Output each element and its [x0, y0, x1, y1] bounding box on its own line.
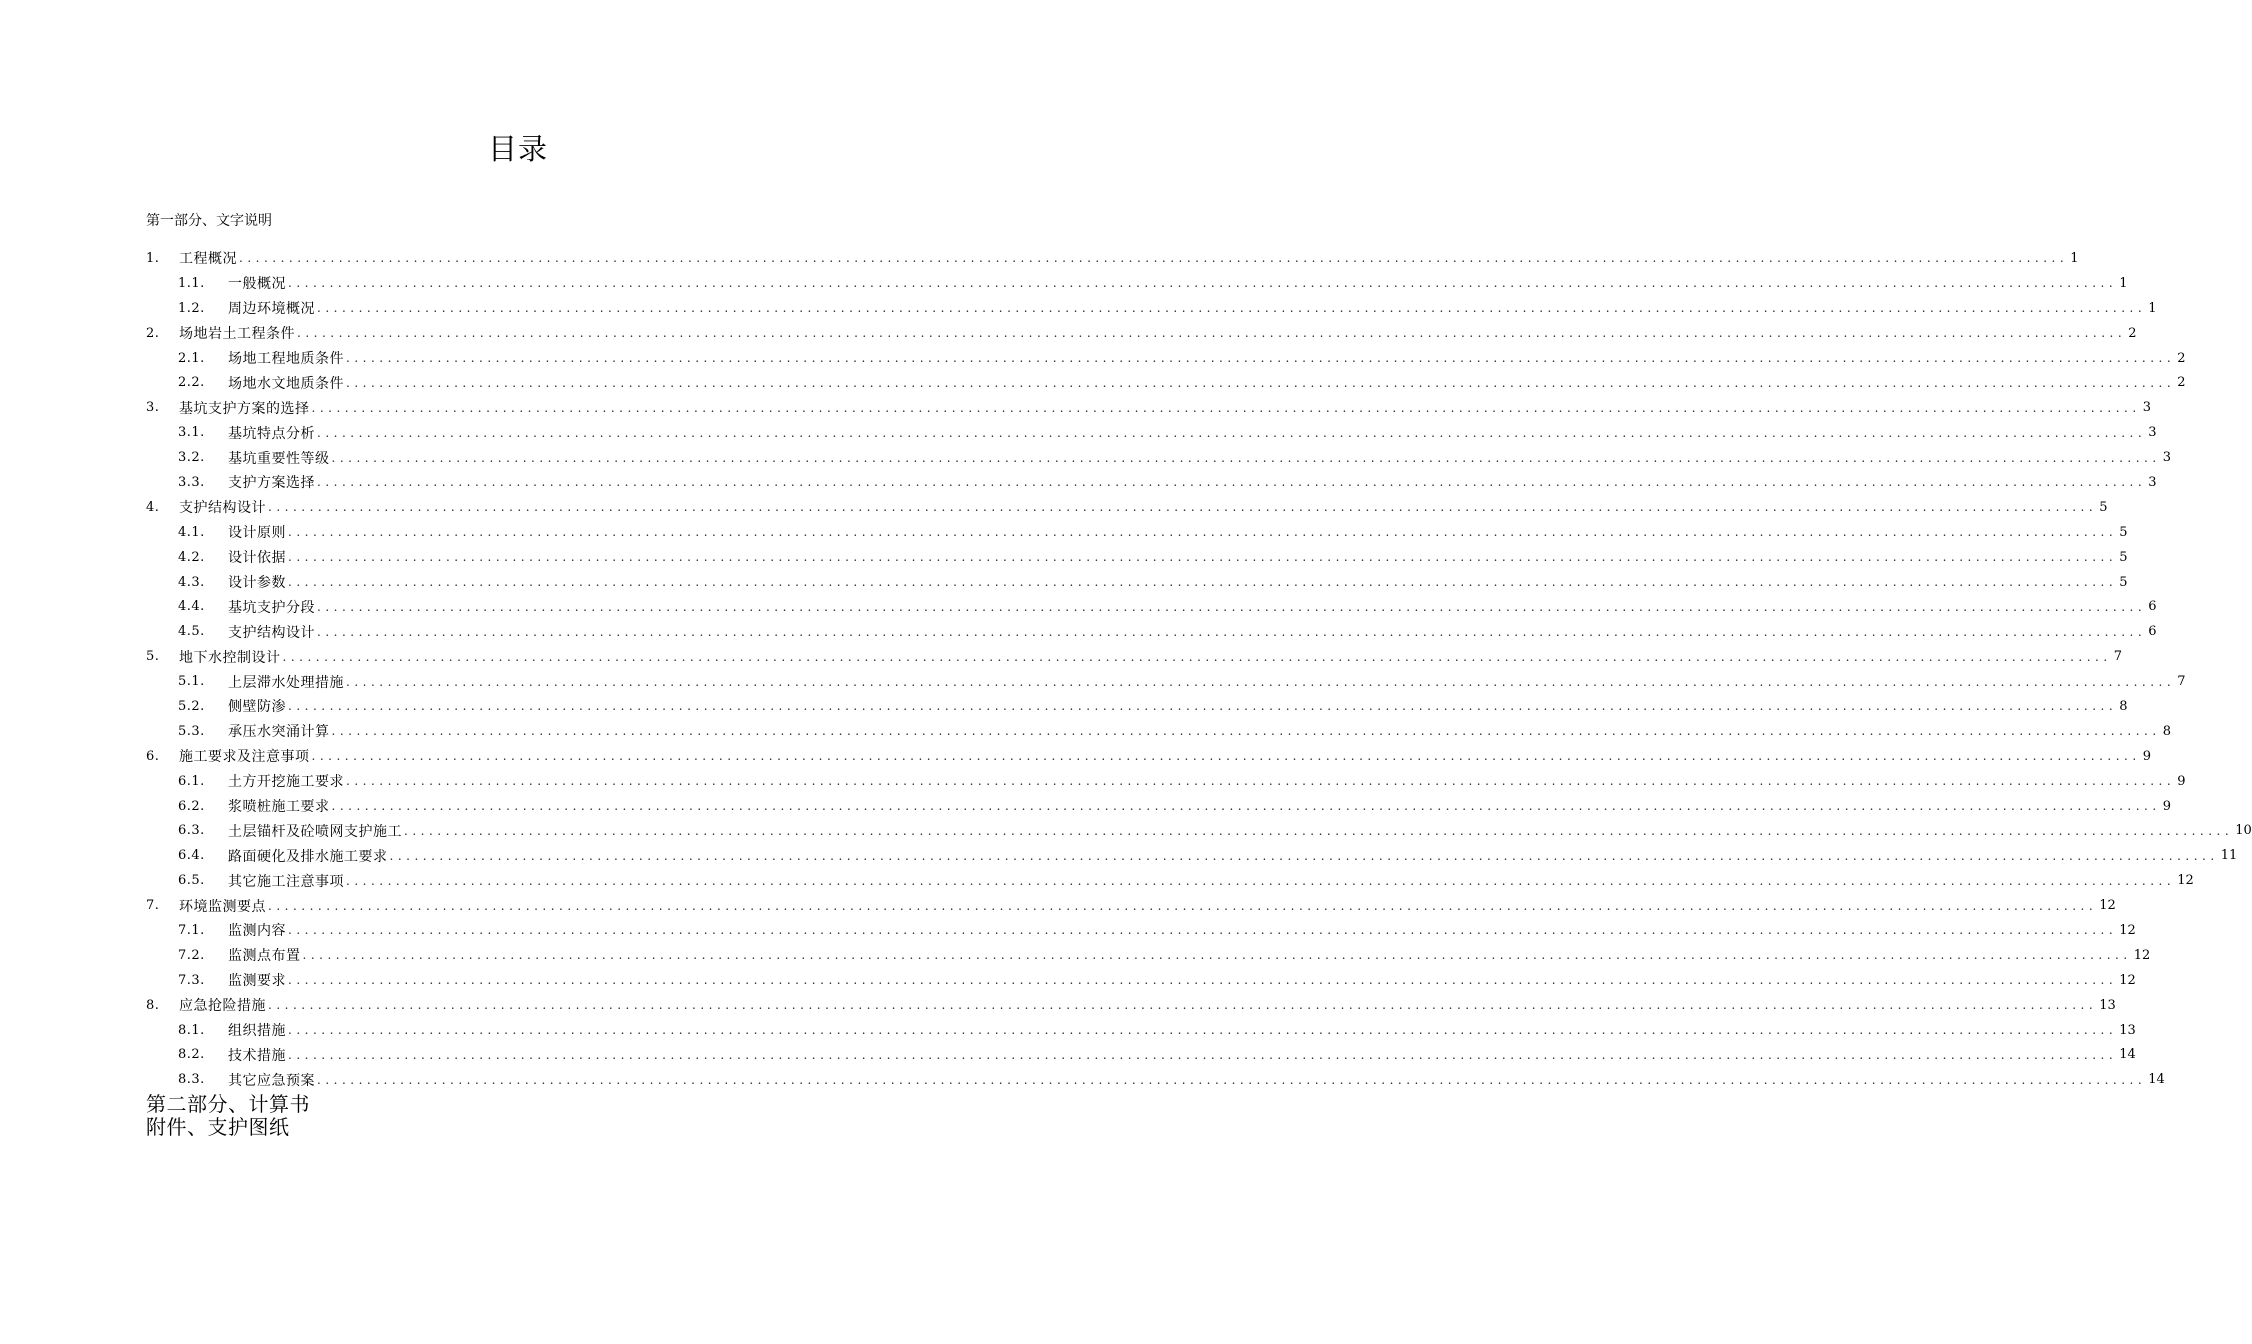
toc-dot-leader: ............................................................................................................................................................................................................................	[288, 550, 2118, 565]
toc-entry-number: 6.	[146, 748, 160, 764]
toc-dot-leader: ............................................................................................................................................................................................................................	[297, 326, 2127, 341]
toc-entry-number: 3.3.	[178, 474, 205, 490]
toc-dot-leader: ............................................................................................................................................................................................................................	[288, 973, 2118, 988]
toc-subentry[interactable]	[146, 719, 2171, 744]
toc-entry-number: 3.1.	[178, 425, 205, 441]
toc-entry-title: 基坑支护方案的选择	[179, 400, 310, 417]
toc-entry-title: 支护结构设计	[228, 624, 315, 641]
toc-entry-title: 组织措施	[228, 1023, 286, 1040]
toc-entry-page: 9	[2177, 773, 2186, 789]
toc-entry-title: 地下水控制设计	[179, 649, 281, 666]
toc-entry-number: 7.2.	[178, 947, 205, 963]
toc-subentry[interactable]	[146, 470, 2157, 495]
toc-dot-leader: ............................................................................................................................................................................................................................	[268, 500, 2098, 515]
toc-dot-leader: ............................................................................................................................................................................................................................	[268, 998, 2098, 1013]
toc-entry-title: 土层锚杆及砼喷网支护施工	[228, 823, 402, 840]
toc-subentry[interactable]	[146, 370, 2186, 395]
toc-entry-title: 场地水文地质条件	[228, 375, 344, 392]
toc-dot-leader: ............................................................................................................................................................................................................................	[317, 301, 2147, 316]
toc-entry-page: 12	[2133, 947, 2151, 963]
toc-entry-title: 支护方案选择	[228, 475, 315, 492]
page-title: 目录	[487, 132, 548, 166]
toc-entry-page: 10	[2235, 823, 2252, 839]
toc-entry-title: 浆喷桩施工要求	[228, 799, 330, 816]
toc-entry-page: 14	[2148, 1072, 2165, 1088]
toc-entry-title: 设计依据	[228, 550, 286, 567]
toc-entry[interactable]	[146, 644, 2122, 669]
toc-entry-title: 监测点布置	[228, 948, 301, 965]
toc-subentry[interactable]	[146, 694, 2128, 719]
toc-subentry[interactable]	[146, 445, 2171, 470]
toc-entry-number: 7.3.	[178, 972, 205, 988]
toc-entry-number: 8.1.	[178, 1022, 205, 1038]
toc-subentry[interactable]	[146, 296, 2157, 321]
toc-entry-number: 1.2.	[178, 300, 205, 316]
attachment-heading: 附件、支护图纸	[146, 1115, 290, 1139]
toc-entry-page: 3	[2142, 400, 2151, 416]
toc-entry-page: 7	[2177, 674, 2186, 690]
toc-entry-page: 9	[2142, 748, 2151, 764]
toc-dot-leader: ............................................................................................................................................................................................................................	[288, 575, 2118, 590]
toc-entry-page: 1	[2148, 300, 2157, 316]
toc-entry-number: 4.4.	[178, 599, 205, 615]
toc-entry-title: 侧壁防渗	[228, 699, 286, 716]
toc-subentry[interactable]	[146, 545, 2128, 570]
toc-entry-page: 14	[2119, 1047, 2136, 1063]
toc-subentry[interactable]	[146, 669, 2186, 694]
toc-dot-leader: ............................................................................................................................................................................................................................	[404, 823, 2234, 838]
toc-entry-page: 12	[2099, 898, 2116, 914]
toc-entry-title: 周边环境概况	[228, 301, 315, 318]
toc-dot-leader: ............................................................................................................................................................................................................................	[346, 351, 2176, 365]
toc-entry-number: 3.2.	[178, 450, 205, 466]
toc-dot-leader: ............................................................................................................................................................................................................................	[317, 599, 2147, 614]
toc-dot-leader: ............................................................................................................................................................................................................................	[311, 749, 2141, 764]
toc-entry-number: 2.2.	[178, 375, 205, 391]
toc-entry-page: 1	[2119, 275, 2128, 291]
toc-subentry[interactable]	[146, 594, 2157, 619]
part-two-heading: 第二部分、计算书	[146, 1092, 310, 1116]
toc-subentry[interactable]	[146, 570, 2128, 595]
toc-entry-page: 5	[2099, 499, 2108, 515]
toc-dot-leader: ............................................................................................................................................................................................................................	[331, 450, 2161, 465]
toc-entry-page: 12	[2119, 922, 2136, 938]
toc-dot-leader: ............................................................................................................................................................................................................................	[317, 1072, 2147, 1087]
toc-entry-page: 7	[2113, 649, 2122, 665]
toc-entry-page: 3	[2148, 474, 2157, 490]
toc-dot-leader: ............................................................................................................................................................................................................................	[302, 948, 2132, 963]
toc-dot-leader: ............................................................................................................................................................................................................................	[282, 649, 2112, 664]
toc-entry[interactable]	[146, 321, 2137, 346]
toc-subentry[interactable]	[146, 769, 2186, 794]
toc-entry-page: 2	[2128, 325, 2137, 341]
toc-entry-number: 4.2.	[178, 549, 205, 565]
toc-entry-number: 4.3.	[178, 574, 205, 590]
toc-entry-number: 6.4.	[178, 848, 205, 864]
toc-entry-number: 2.	[146, 325, 160, 341]
toc-entry-title: 工程概况	[179, 251, 237, 268]
toc-entry-title: 场地岩土工程条件	[179, 326, 295, 343]
toc-subentry[interactable]	[146, 968, 2136, 993]
toc-dot-leader: ............................................................................................................................................................................................................................	[331, 799, 2161, 814]
toc-dot-leader: ............................................................................................................................................................................................................................	[317, 425, 2147, 440]
toc-entry-number: 8.3.	[178, 1072, 205, 1088]
toc-entry-page: 2	[2177, 375, 2186, 391]
toc-entry-number: 1.	[146, 250, 160, 266]
toc-entry-title: 其它应急预案	[228, 1072, 315, 1089]
toc-entry[interactable]	[146, 893, 2116, 918]
toc-entry-number: 8.2.	[178, 1047, 205, 1063]
toc-entry-page: 5	[2119, 574, 2128, 590]
toc-entry[interactable]	[146, 495, 2108, 520]
toc-entry-title: 应急抢险措施	[179, 998, 266, 1015]
toc-subentry[interactable]	[146, 1043, 2136, 1068]
toc-dot-leader: ............................................................................................................................................................................................................................	[346, 873, 2176, 888]
toc-entry-title: 其它施工注意事项	[228, 873, 344, 890]
toc-entry-page: 1	[2070, 250, 2079, 266]
toc-subentry[interactable]	[146, 619, 2157, 644]
toc-entry-page: 6	[2148, 624, 2157, 640]
toc-entry-page: 2	[2177, 350, 2186, 366]
toc-entry-title: 技术措施	[228, 1047, 286, 1064]
toc-entry-title: 监测要求	[228, 973, 286, 990]
toc-entry-page: 5	[2119, 549, 2128, 565]
toc-entry-title: 支护结构设计	[179, 500, 266, 517]
toc-dot-leader: ............................................................................................................................................................................................................................	[346, 774, 2176, 789]
toc-entry-page: 6	[2148, 599, 2157, 615]
toc-entry-number: 6.3.	[178, 823, 205, 839]
toc-entry-page: 13	[2099, 997, 2116, 1013]
table-of-contents	[146, 246, 2252, 1092]
part-one-heading: 第一部分、文字说明	[146, 213, 272, 229]
toc-entry-number: 5.2.	[178, 698, 205, 714]
toc-entry[interactable]	[146, 993, 2116, 1018]
toc-entry-number: 8.	[146, 997, 160, 1013]
toc-entry-number: 2.1.	[178, 350, 205, 366]
toc-dot-leader: ............................................................................................................................................................................................................................	[288, 276, 2118, 291]
toc-entry-title: 场地工程地质条件	[228, 351, 344, 367]
toc-entry-page: 11	[2220, 848, 2238, 864]
toc-dot-leader: ............................................................................................................................................................................................................................	[288, 525, 2118, 540]
toc-entry-title: 监测内容	[228, 923, 286, 940]
toc-entry-page: 8	[2119, 698, 2128, 714]
toc-entry-number: 5.	[146, 649, 160, 665]
toc-entry-number: 6.1.	[178, 773, 205, 789]
toc-entry-page: 13	[2119, 1022, 2136, 1038]
toc-entry-title: 施工要求及注意事项	[179, 749, 310, 766]
toc-dot-leader: ............................................................................................................................................................................................................................	[317, 624, 2147, 639]
toc-entry-title: 路面硬化及排水施工要求	[228, 848, 388, 865]
toc-subentry[interactable]	[146, 794, 2171, 819]
toc-dot-leader: ............................................................................................................................................................................................................................	[311, 400, 2141, 415]
toc-subentry[interactable]	[146, 420, 2157, 445]
toc-entry-title: 基坑特点分析	[228, 425, 315, 442]
toc-subentry[interactable]	[146, 843, 2238, 868]
toc-subentry[interactable]	[146, 346, 2186, 371]
toc-dot-leader: ............................................................................................................................................................................................................................	[268, 898, 2098, 913]
toc-subentry[interactable]	[146, 943, 2151, 968]
toc-entry-title: 设计原则	[228, 525, 286, 542]
toc-dot-leader: ............................................................................................................................................................................................................................	[288, 699, 2118, 714]
toc-entry-title: 承压水突涌计算	[228, 724, 330, 741]
toc-dot-leader: ............................................................................................................................................................................................................................	[288, 923, 2118, 938]
toc-subentry[interactable]	[146, 868, 2194, 893]
toc-dot-leader: ............................................................................................................................................................................................................................	[346, 674, 2176, 689]
toc-subentry[interactable]	[146, 918, 2136, 943]
toc-subentry[interactable]	[146, 1018, 2136, 1043]
toc-dot-leader: ............................................................................................................................................................................................................................	[346, 375, 2176, 390]
toc-entry-number: 1.1.	[178, 275, 205, 291]
toc-entry-title: 设计参数	[228, 575, 286, 592]
toc-entry-number: 4.5.	[178, 624, 205, 640]
toc-subentry[interactable]	[146, 271, 2128, 296]
toc-dot-leader: ............................................................................................................................................................................................................................	[389, 848, 2219, 863]
toc-entry-number: 4.1.	[178, 524, 205, 540]
toc-entry[interactable]	[146, 246, 2079, 271]
toc-entry[interactable]	[146, 395, 2151, 420]
toc-entry-number: 6.5.	[178, 873, 205, 889]
toc-subentry[interactable]	[146, 1067, 2165, 1092]
toc-entry-number: 6.2.	[178, 798, 205, 814]
toc-entry-title: 上层滞水处理措施	[228, 674, 344, 691]
toc-entry-title: 环境监测要点	[179, 898, 266, 915]
toc-entry-title: 基坑重要性等级	[228, 450, 330, 467]
toc-subentry[interactable]	[146, 818, 2252, 843]
toc-dot-leader: ............................................................................................................................................................................................................................	[331, 724, 2161, 739]
toc-entry-title: 基坑支护分段	[228, 599, 315, 616]
toc-entry-page: 8	[2162, 723, 2171, 739]
toc-dot-leader: ............................................................................................................................................................................................................................	[317, 475, 2147, 490]
toc-subentry[interactable]	[146, 520, 2128, 545]
toc-entry-number: 5.3.	[178, 723, 205, 739]
toc-entry-number: 7.1.	[178, 922, 205, 938]
toc-dot-leader: ............................................................................................................................................................................................................................	[239, 251, 2069, 266]
toc-entry-title: 一般概况	[228, 276, 286, 293]
toc-entry-number: 7.	[146, 898, 160, 914]
toc-entry-page: 3	[2162, 450, 2171, 466]
toc-entry-page: 9	[2162, 798, 2171, 814]
toc-entry-page: 3	[2148, 425, 2157, 441]
toc-entry-number: 3.	[146, 400, 160, 416]
toc-entry-page: 5	[2119, 524, 2128, 540]
toc-entry-page: 12	[2119, 972, 2136, 988]
toc-entry-number: 4.	[146, 499, 160, 515]
toc-entry-number: 5.1.	[178, 674, 205, 690]
toc-entry-page: 12	[2177, 873, 2194, 889]
toc-dot-leader: ............................................................................................................................................................................................................................	[288, 1047, 2118, 1062]
toc-entry-title: 土方开挖施工要求	[228, 774, 344, 791]
toc-entry[interactable]	[146, 744, 2151, 769]
toc-dot-leader: ............................................................................................................................................................................................................................	[288, 1023, 2118, 1038]
